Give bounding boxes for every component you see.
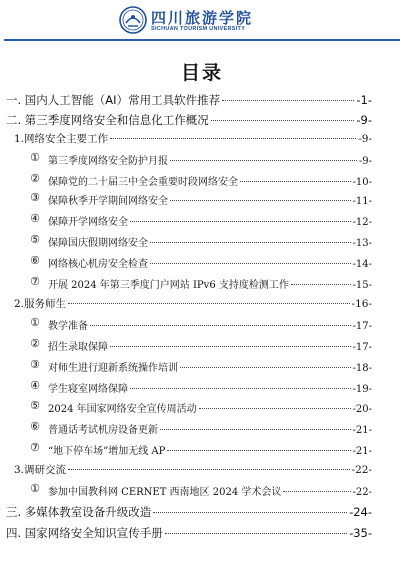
toc-entry-label: 2.服务师生 xyxy=(14,298,67,310)
toc-entry-number: ③ xyxy=(30,358,40,371)
toc-entry-page: -1- xyxy=(356,93,372,107)
toc-leader-dots xyxy=(150,242,351,243)
toc-entry-number: ⑦ xyxy=(30,441,40,454)
toc-entry-page: -9- xyxy=(358,133,372,145)
toc-entry-number: ⑦ xyxy=(30,275,40,288)
toc-leader-dots xyxy=(110,346,351,347)
page-title: 目录 xyxy=(180,62,223,84)
toc-leader-dots xyxy=(160,429,351,430)
toc-entry-label: 对师生进行迎新系统操作培训 xyxy=(48,363,178,374)
toc-entry-label: 网络核心机房安全检查 xyxy=(48,259,148,270)
toc-entry-label: 保障秋季开学期间网络安全 xyxy=(48,196,168,207)
toc-entry-label: 教学准备 xyxy=(48,321,88,332)
toc-entry-page: -15- xyxy=(352,280,372,291)
toc-leader-dots xyxy=(90,325,351,326)
toc-entry[interactable] xyxy=(48,359,372,374)
toc-entry-page: -22- xyxy=(352,487,372,498)
toc-leader-dots xyxy=(199,408,351,409)
toc-leader-dots xyxy=(68,303,350,304)
toc-entry[interactable] xyxy=(48,192,372,207)
toc-leader-dots xyxy=(110,138,356,139)
toc-entry-label: 参加中国教科网 CERNET 西南地区 2024 学术会议 xyxy=(48,487,282,498)
document-header xyxy=(0,0,404,40)
toc-entry-label: 2024 年国家网络安全宣传周活动 xyxy=(48,404,197,415)
toc-entry-number: ① xyxy=(30,151,40,164)
toc-leader-dots xyxy=(222,100,354,101)
toc-entry-number: ④ xyxy=(30,212,40,225)
toc-leader-dots xyxy=(170,200,351,201)
toc-entry-page: -14- xyxy=(352,259,372,270)
toc-entry-label: 四. 国家网络安全知识宣传手册 xyxy=(6,526,163,540)
toc-entry-page: -24- xyxy=(349,505,372,519)
toc-entry[interactable] xyxy=(48,421,372,436)
toc-leader-dots xyxy=(211,120,355,121)
toc-entry-label: 开展 2024 年第三季度门户网站 IPv6 支持度检测工作 xyxy=(48,280,289,291)
header-divider xyxy=(4,39,400,41)
toc-entry-label: 学生寝室网络保障 xyxy=(48,384,128,395)
toc-entry[interactable] xyxy=(48,442,372,457)
toc-entry-number: ③ xyxy=(30,191,40,204)
toc-leader-dots xyxy=(150,263,351,264)
toc-leader-dots xyxy=(291,284,351,285)
toc-entry[interactable] xyxy=(48,173,372,188)
toc-entry-page: -35- xyxy=(349,526,372,540)
toc-entry[interactable] xyxy=(48,380,372,395)
toc-entry-page: -22- xyxy=(351,464,372,476)
toc-entry[interactable] xyxy=(48,152,372,167)
toc-entry-page: -9- xyxy=(356,113,372,127)
university-name: 四川旅游学院 xyxy=(151,9,254,27)
toc-entry-number: ② xyxy=(30,337,40,350)
toc-entry-label: 二. 第三季度网络安全和信息化工作概况 xyxy=(6,113,209,127)
toc-entry-page: -9- xyxy=(358,156,372,167)
university-name-en: SICHUAN TOURISM UNIVERSITY xyxy=(151,26,246,32)
toc-entry[interactable] xyxy=(6,112,372,128)
toc-entry-page: -17- xyxy=(352,342,372,353)
toc-entry-number: ④ xyxy=(30,379,40,392)
toc-entry-page: -11- xyxy=(352,196,372,207)
toc-leader-dots xyxy=(130,388,351,389)
toc-entry-page: -20- xyxy=(352,404,372,415)
toc-leader-dots xyxy=(180,367,351,368)
toc-leader-dots xyxy=(283,491,350,492)
toc-entry-label: 1.网络安全主要工作 xyxy=(14,133,109,145)
toc-entry[interactable] xyxy=(48,255,372,270)
toc-entry-label: 普通话考试机房设备更新 xyxy=(48,425,158,436)
toc-entry-number: ⑥ xyxy=(30,420,40,433)
toc-leader-dots xyxy=(167,450,350,451)
toc-entry[interactable] xyxy=(48,213,372,228)
toc-leader-dots xyxy=(130,221,351,222)
toc-entry-label: 第三季度网络安全防护月报 xyxy=(48,156,168,167)
toc-entry-label: 保障开学网络安全 xyxy=(48,217,128,228)
university-logo-icon xyxy=(119,6,147,34)
toc-entry-number: ⑤ xyxy=(30,233,40,246)
toc-entry[interactable] xyxy=(48,338,372,353)
toc-entry-number: ② xyxy=(30,172,40,185)
toc-entry[interactable] xyxy=(48,400,372,415)
toc-entry-label: 3.调研交流 xyxy=(14,464,67,476)
toc-entry-page: -18- xyxy=(352,363,372,374)
toc-entry[interactable] xyxy=(14,296,372,311)
toc-leader-dots xyxy=(68,469,350,470)
toc-entry[interactable] xyxy=(48,234,372,249)
toc-entry-label: 保障国庆假期网络安全 xyxy=(48,238,148,249)
toc-entry-page: -12- xyxy=(352,217,372,228)
toc-entry-label: 招生录取保障 xyxy=(48,342,108,353)
toc-leader-dots xyxy=(165,533,347,534)
toc-entry-number: ⑤ xyxy=(30,399,40,412)
toc-leader-dots xyxy=(240,181,351,182)
toc-entry[interactable] xyxy=(48,276,372,291)
toc-entry-label: 保障党的二十届三中全会重要时段网络安全 xyxy=(48,177,238,188)
toc-entry[interactable] xyxy=(48,483,372,498)
toc-entry-page: -19- xyxy=(352,384,372,395)
toc-entry-page: -17- xyxy=(352,321,372,332)
toc-entry-page: -13- xyxy=(352,238,372,249)
toc-entry[interactable] xyxy=(14,462,372,477)
toc-leader-dots xyxy=(153,512,347,513)
toc-entry-label: “地下停车场”增加无线 AP xyxy=(48,446,166,457)
toc-entry[interactable] xyxy=(6,525,372,541)
toc-entry-number: ① xyxy=(30,482,40,495)
toc-entry-number: ① xyxy=(30,316,40,329)
toc-entry-number: ⑥ xyxy=(30,254,40,267)
toc-entry-label: 三. 多媒体教室设备升级改造 xyxy=(6,505,152,519)
toc-entry[interactable] xyxy=(48,317,372,332)
toc-entry-page: -10- xyxy=(352,177,372,188)
toc-entry[interactable] xyxy=(6,504,372,520)
toc-entry[interactable] xyxy=(6,92,372,108)
toc-entry-page: -21- xyxy=(352,425,372,436)
toc-entry-label: 一. 国内人工智能（AI）常用工具软件推荐 xyxy=(6,93,221,107)
toc-leader-dots xyxy=(170,160,357,161)
toc-entry-page: -16- xyxy=(351,298,372,310)
toc-entry[interactable] xyxy=(14,131,372,146)
toc-entry-page: -21- xyxy=(352,446,372,457)
